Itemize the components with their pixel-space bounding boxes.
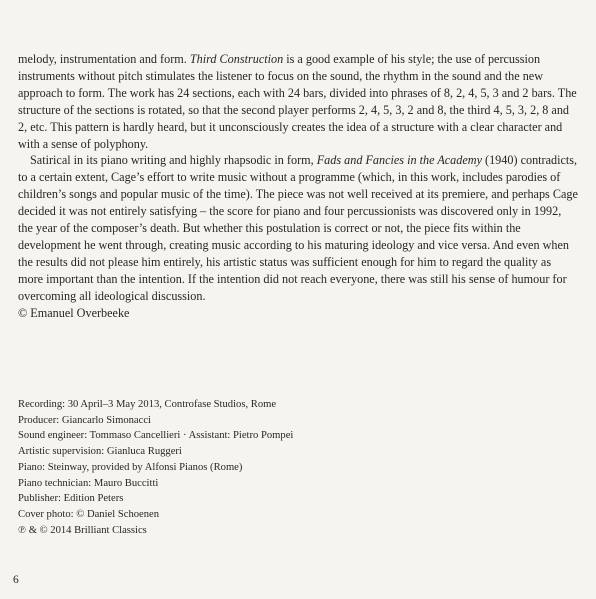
recording-credits — [18, 397, 418, 538]
credit-sound-engineer: Sound engineer: Tommaso Cancellieri · Assistant: Pietro Pompei — [18, 430, 294, 442]
credit-piano: Piano: Steinway, provided by Alfonsi Pianos (Rome) — [18, 461, 243, 473]
paragraph-text: melody, instrumentation and form. — [18, 52, 190, 66]
paragraph-text: Satirical in its piano writing and highly rhapsodic in form, — [30, 153, 317, 168]
credit-piano-technician: Piano technician: Mauro Buccitti — [18, 477, 159, 489]
credit-publisher: Publisher: Edition Peters — [18, 493, 124, 505]
essay-author: © Emanuel Overbeeke — [18, 305, 130, 320]
page-number: 6 — [13, 574, 19, 586]
credit-cover-photo: Cover photo: © Daniel Schoenen — [18, 508, 160, 520]
paragraph-text: (1940) contradicts, to a certain extent, Cage’s effort to write music without a programme (which, in this work, includes parodies of children’s songs and popular music of the time). The piece was not well received at its premiere, and perhaps Cage decided it was not entirely satisfying – the score for piano and four percussionists was discovered only in 1992, the year of the composer’s death. But whether this postulation is correct or not, the piece fits within the development he went through, creating music according to his maturing ideology and vice versa. And even when the results did not please him entirely, his artistic status was sufficient enough for him to regard the quality as more important than the intention. If the intention did not reach everyone, there was still his sense of humour for overcoming all ideological discussion. — [18, 153, 578, 303]
essay-text — [18, 51, 578, 322]
credit-producer: Producer: Giancarlo Simonacci — [18, 414, 151, 426]
work-title-italic: Fads and Fancies in the Academy — [316, 153, 482, 168]
paragraph-text: is a good example of his style; the use of percussion instruments without pitch stimulates the listener to focus on the sound, the rhythm in the sound and the new approach to form. The work has 24 sections, each with 24 bars, divided into phrases of 8, 2, 4, 5, 3 and 2 bars. The structure of the sections is rotated, so that the second player performs 2, 4, 5, 3, 2 and 8, the third 4, 5, 3, 2, 8 and 2, etc. This pattern is hardly heard, but it unconsciously creates the idea of a structure with a clear character and with a sense of polyphony. — [18, 52, 577, 151]
paragraph-third-construction — [18, 51, 578, 152]
paragraph-fads-and-fancies — [18, 152, 578, 304]
credit-recording: Recording: 30 April–3 May 2013, Controfase Studios, Rome — [18, 399, 277, 410]
credit-copyright: ℗ & © 2014 Brilliant Classics — [18, 524, 147, 536]
credit-artistic-supervision: Artistic supervision: Gianluca Ruggeri — [18, 446, 182, 458]
work-title-italic: Third Construction — [189, 52, 284, 66]
